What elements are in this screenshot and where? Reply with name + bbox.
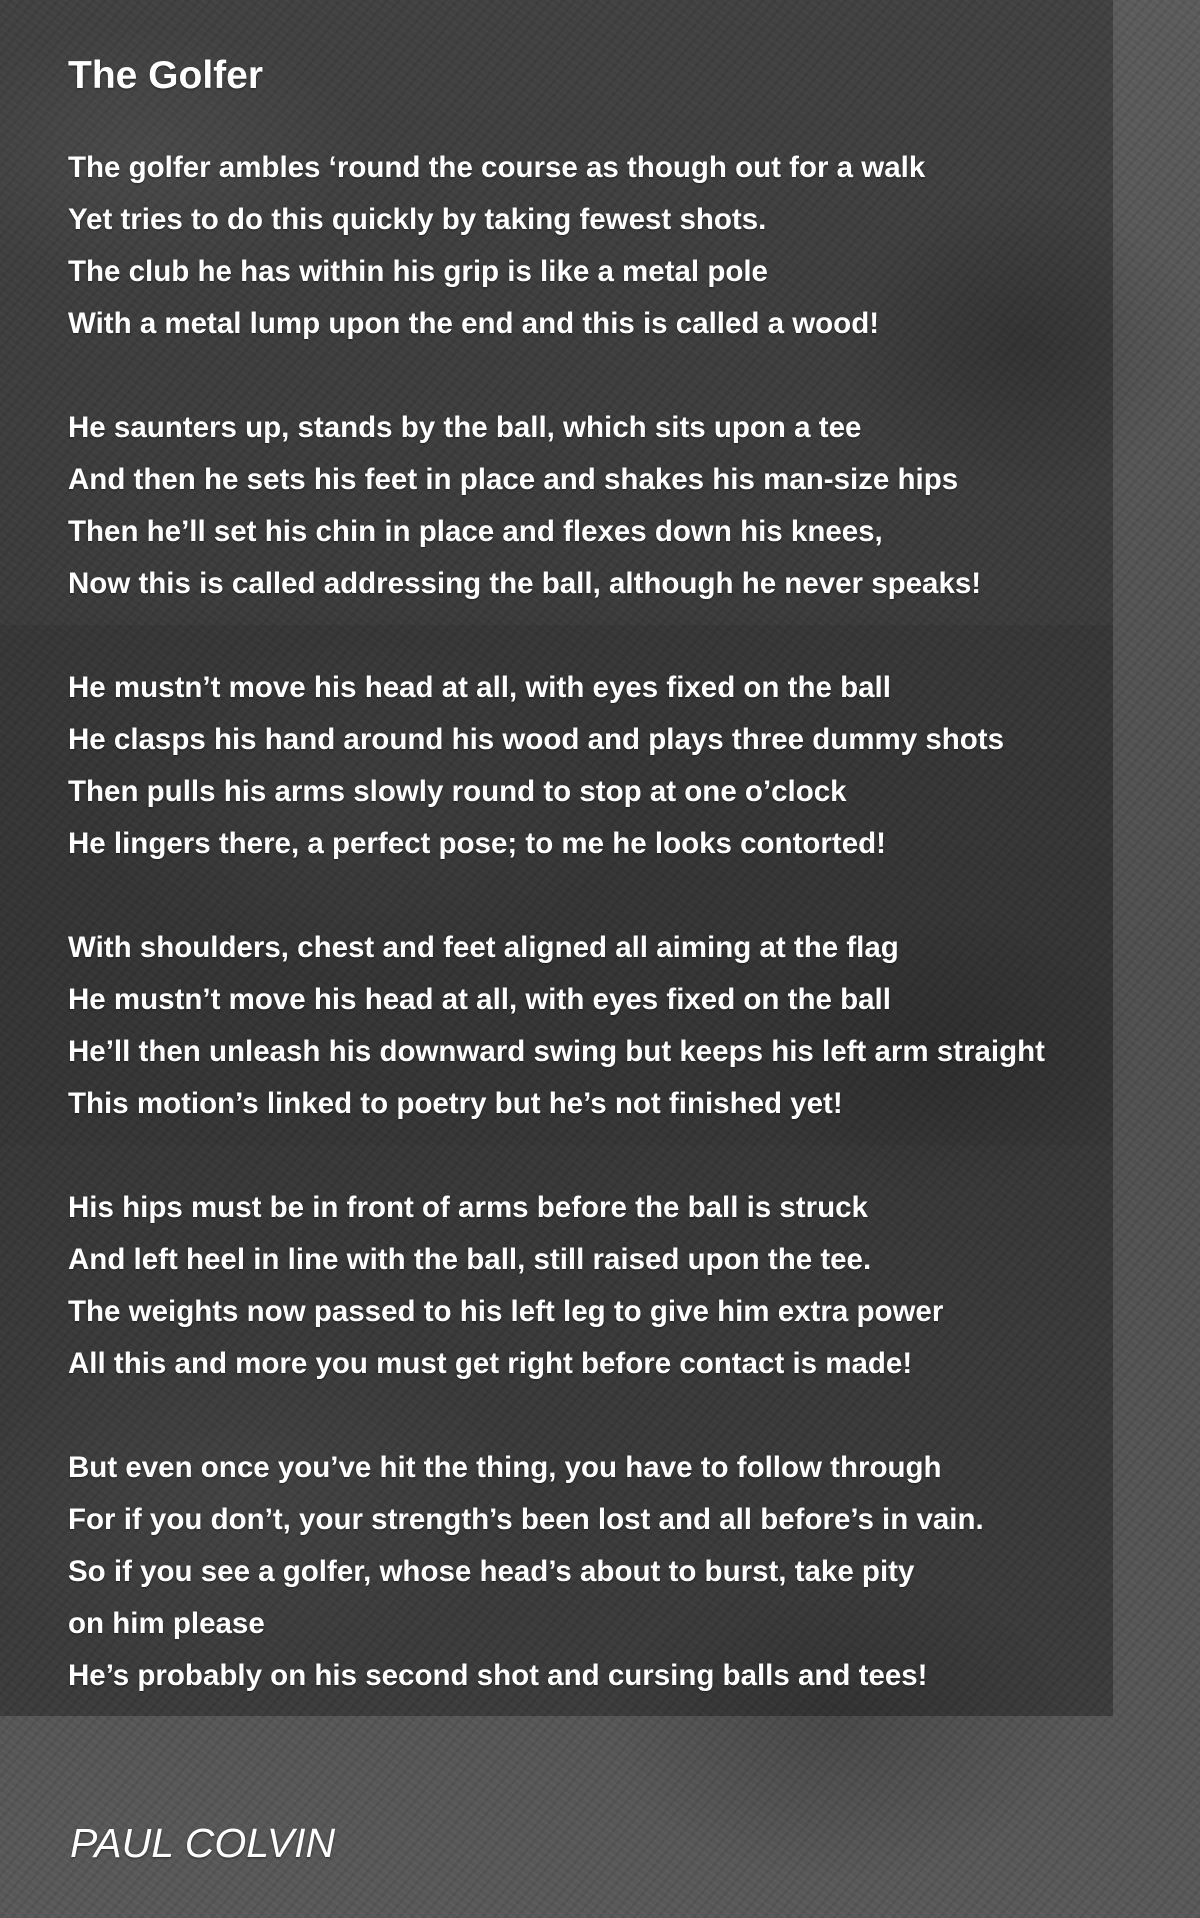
poem-line: Now this is called addressing the ball, although he never speaks! [68, 567, 982, 600]
poem-line: With shoulders, chest and feet aligned all aiming at the flag [68, 931, 899, 964]
poem-line: And then he sets his feet in place and shakes his man-size hips [68, 463, 959, 496]
poem-line: All this and more you must get right before contact is made! [68, 1347, 913, 1380]
poem-line: Yet tries to do this quickly by taking fewest shots. [68, 203, 767, 236]
poem-line: The club he has within his grip is like a metal pole [68, 255, 768, 288]
poem-line: So if you see a golfer, whose head’s about to burst, take pity [68, 1555, 915, 1588]
poem-line: Then pulls his arms slowly round to stop at one o’clock [68, 775, 847, 808]
poem-line: He mustn’t move his head at all, with eyes fixed on the ball [68, 983, 891, 1016]
poem-line: His hips must be in front of arms before the ball is struck [68, 1191, 868, 1224]
stanza [68, 922, 1168, 1130]
poem-line: The weights now passed to his left leg to give him extra power [68, 1295, 944, 1328]
poem [68, 48, 1168, 1754]
poem-line: on him please [68, 1607, 265, 1640]
poem-line: This motion’s linked to poetry but he’s not finished yet! [68, 1087, 843, 1120]
poem-line: Then he’ll set his chin in place and flexes down his knees, [68, 515, 883, 548]
poem-line: The golfer ambles ‘round the course as though out for a walk [68, 151, 926, 184]
poem-line: He mustn’t move his head at all, with eyes fixed on the ball [68, 671, 891, 704]
poem-author: PAUL COLVIN [70, 1820, 336, 1866]
stanza [68, 1442, 1168, 1702]
poem-line: He’ll then unleash his downward swing but keeps his left arm straight [68, 1035, 1045, 1068]
poem-line: With a metal lump upon the end and this is called a wood! [68, 307, 880, 340]
poem-line: But even once you’ve hit the thing, you have to follow through [68, 1451, 942, 1484]
poem-line: And left heel in line with the ball, still raised upon the tee. [68, 1243, 872, 1276]
stanza [68, 662, 1168, 870]
poem-line: For if you don’t, your strength’s been lost and all before’s in vain. [68, 1503, 984, 1536]
poem-line: He clasps his hand around his wood and plays three dummy shots [68, 723, 1004, 756]
poem-line: He lingers there, a perfect pose; to me he looks contorted! [68, 827, 886, 860]
stanza [68, 402, 1168, 610]
poem-line: He saunters up, stands by the ball, which sits upon a tee [68, 411, 862, 444]
stanza [68, 142, 1168, 350]
poem-line: He’s probably on his second shot and cursing balls and tees! [68, 1659, 928, 1692]
stanza [68, 1182, 1168, 1390]
poem-title: The Golfer [68, 54, 264, 97]
